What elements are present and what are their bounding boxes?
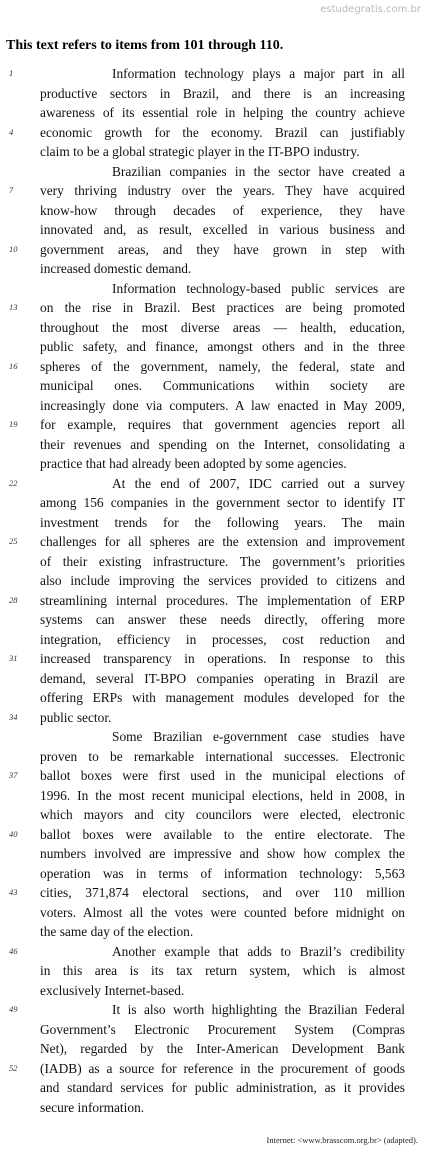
text-line: demand, several IT-BPO companies operating in Brazil are (40, 670, 405, 686)
text-line: ballot boxes were first used in the municipal elections of (40, 768, 405, 783)
text-line: numbers involved are impressive and show how complex the (40, 846, 405, 861)
text-line: Brazilian companies in the sector have created a (112, 163, 405, 179)
line-number: 46 (9, 945, 18, 956)
line-number: 10 (9, 243, 18, 254)
line-number: 13 (9, 302, 18, 312)
text-line: the same day of the election. (40, 924, 194, 939)
text-line: Another example that adds to Brazil’s credibility (112, 943, 405, 959)
text-line: government areas, and they have grown in step with (40, 241, 405, 257)
line-number: 40 (9, 828, 18, 839)
line-number: 7 (9, 185, 14, 195)
passage-heading: This text refers to items from 101 through 110. (6, 38, 284, 53)
text-line: Some Brazilian e-government case studies have (112, 729, 405, 744)
text-line: among 156 companies in the government sector to identify IT (40, 495, 405, 510)
text-line: public sector. (40, 709, 112, 725)
text-line: operation was in terms of information technology: 5,563 (40, 865, 405, 881)
text-line: cities, 371,874 electoral sections, and over 110 million (40, 885, 405, 900)
text-line: ballot boxes were available to the entire electorate. The (40, 826, 405, 842)
line-number: 31 (9, 653, 18, 663)
line-number: 37 (9, 770, 18, 780)
text-line: At the end of 2007, IDC carried out a survey (112, 475, 405, 491)
site-watermark: estudegratis.com.br (320, 4, 421, 15)
text-line: practice that had already been adopted by some agencies. (40, 456, 347, 471)
line-number: 25 (9, 536, 18, 546)
line-number: 4 (9, 126, 14, 137)
line-number: 1 (9, 68, 14, 78)
text-line: also include improving the services provided to citizens and (40, 573, 405, 588)
text-line: voters. Almost all the votes were counted before midnight on (40, 904, 405, 920)
text-line: Information technology plays a major part in all (112, 66, 405, 81)
text-line: increasingly done via computers. A law enacted in May 2009, (40, 397, 405, 413)
text-line: for example, requires that government agencies report all (40, 417, 405, 432)
text-line: streamlining internal procedures. The implementation of ERP (40, 592, 405, 608)
text-line: productive sectors in Brazil, and there is an increasing (40, 85, 405, 101)
line-number: 52 (9, 1062, 18, 1073)
text-line: economic growth for the economy. Brazil can justifiably (40, 124, 405, 140)
line-number: 43 (9, 887, 18, 897)
source-citation: Internet: <www.brasscom.org.br> (adapted). (266, 1135, 418, 1145)
text-line: increased transparency in operations. In response to this (40, 651, 405, 666)
text-line: offering ERPs with management modules developed for the (40, 690, 405, 705)
text-line: spheres of the government, namely, the federal, state and (40, 358, 405, 374)
line-number: 49 (9, 1004, 18, 1014)
text-line: and standard services for public administration, as it provides (40, 1080, 405, 1095)
text-line: awareness of its essential role in helping the country achieve (40, 105, 405, 120)
text-line: systems can answer these needs directly, offering more (40, 612, 405, 627)
text-line: of their existing infrastructure. The government’s priorities (40, 553, 405, 569)
text-line: proven to be remarkable international successes. Electronic (40, 748, 405, 764)
line-number: 28 (9, 594, 18, 605)
text-line: throughout the most diverse areas — health, education, (40, 319, 405, 335)
text-line: claim to be a global strategic player in the IT-BPO industry. (40, 144, 360, 159)
text-line: public safety, and finance, amongst others and in the three (40, 339, 405, 354)
text-line: Information technology-based public services are (112, 280, 405, 296)
text-line: know-how through decades of experience, they have (40, 202, 405, 218)
text-line: on the rise in Brazil. Best practices are being promoted (40, 300, 405, 315)
text-line: 1996. In the most recent municipal elections, held in 2008, in (40, 787, 405, 803)
text-line: their revenues and spending on the Internet, consolidating a (40, 436, 405, 452)
text-line: secure information. (40, 1099, 145, 1115)
line-number: 19 (9, 419, 18, 429)
text-line: Net), regarded by the Inter-American Development Bank (40, 1041, 405, 1056)
text-line: in this area is its tax return system, which is almost (40, 963, 405, 978)
text-line: innovated and, as result, excelled in various business and (40, 222, 405, 237)
text-line: It is also worth highlighting the Brazilian Federal (112, 1002, 405, 1017)
text-line: challenges for all spheres are the extension and improvement (40, 534, 405, 549)
text-line: (IADB) as a source for reference in the procurement of goods (40, 1060, 405, 1076)
text-line: exclusively Internet-based. (40, 982, 185, 998)
text-line: integration, efficiency in processes, cost reduction and (40, 631, 405, 647)
text-line: increased domestic demand. (40, 261, 192, 276)
text-line: investment trends for the following years. The main (40, 514, 405, 530)
text-line: which mayors and city councilors were elected, electronic (40, 807, 405, 822)
line-number: 22 (9, 477, 18, 488)
text-line: municipal ones. Communications within society are (40, 378, 405, 393)
line-number: 34 (9, 711, 18, 722)
line-number: 16 (9, 360, 18, 371)
text-line: Government’s Electronic Procurement System (Compras (40, 1021, 405, 1037)
text-line: very thriving industry over the years. They have acquired (40, 183, 405, 198)
